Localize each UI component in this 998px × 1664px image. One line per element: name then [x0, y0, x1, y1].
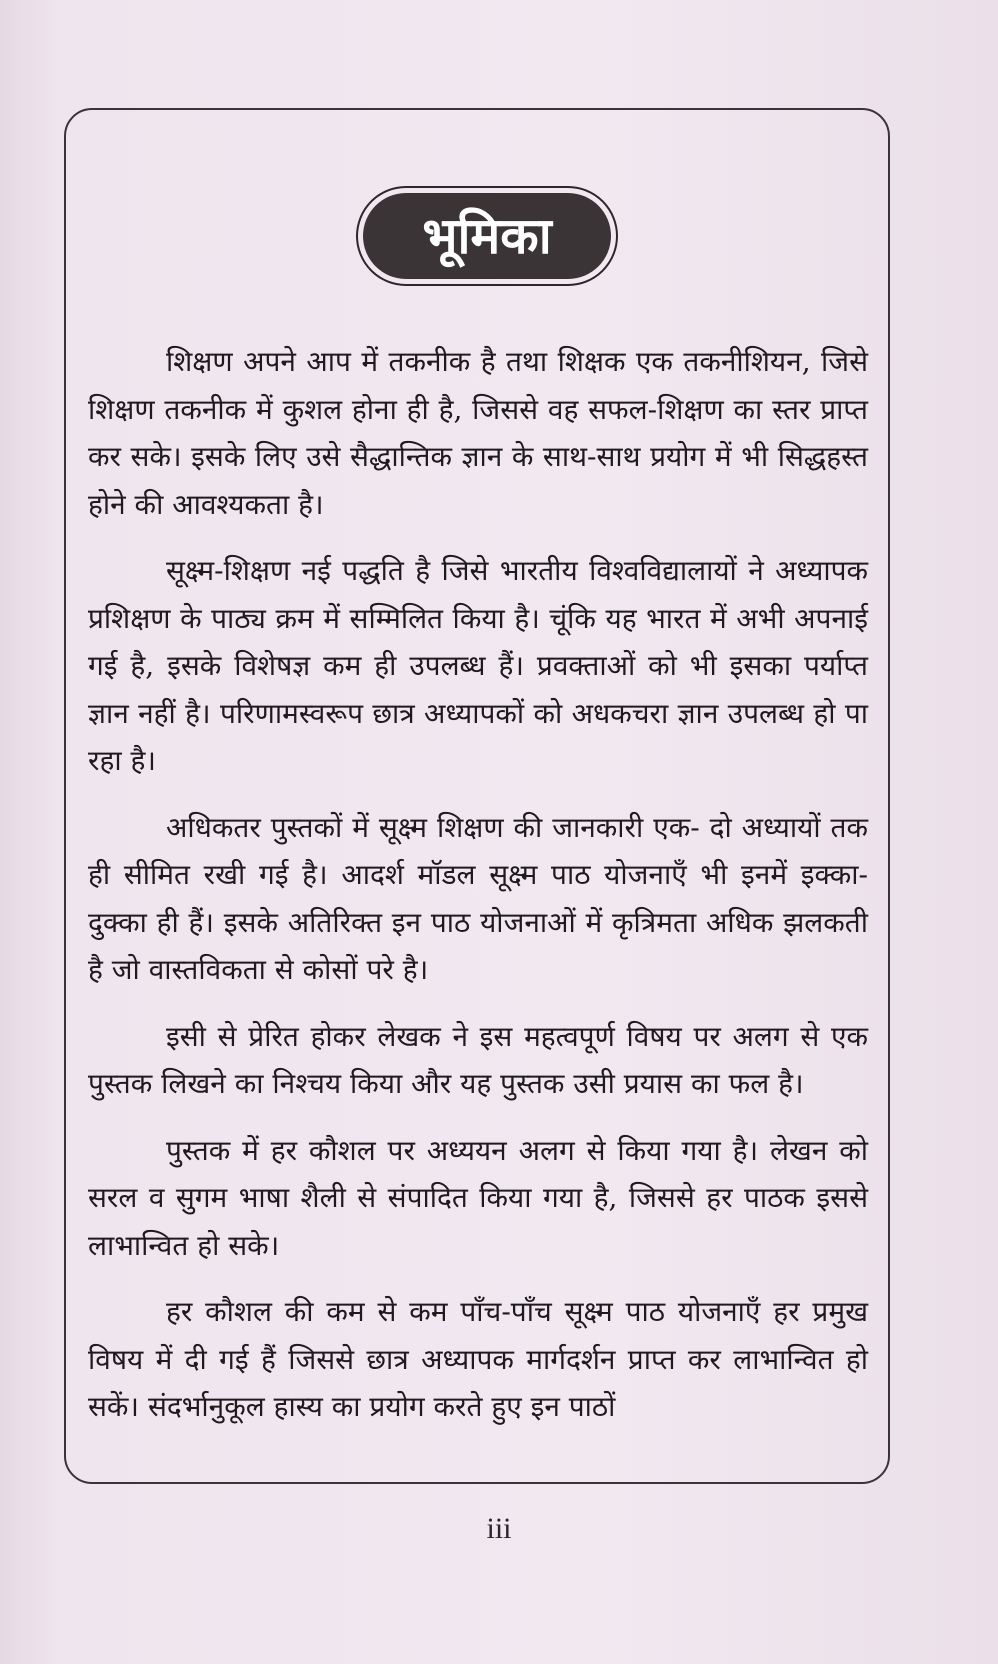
paragraph-3: अधिकतर पुस्तकों में सूक्ष्म शिक्षण की जानकारी एक- दो अध्यायों तक ही सीमित रखी गई है। आदर्श मॉडल सूक्ष्म पाठ योजनाएँ भी इनमें इक्का-दुक्का ही हैं। इसके अतिरिक्त इन पाठ योजनाओं में कृत्रिमता अधिक झलकती है जो वास्तविकता से कोसों परे है। — [88, 810, 868, 986]
page-number: iii — [486, 1512, 512, 1545]
title-badge — [356, 186, 618, 286]
page-title: भूमिका — [363, 193, 611, 279]
paragraph-6: हर कौशल की कम से कम पाँच-पाँच सूक्ष्म पाठ योजनाएँ हर प्रमुख विषय में दी गई हैं जिससे छात्र अध्यापक मार्गदर्शन प्राप्त कर लाभान्वित हो सकें। संदर्भानुकूल हास्य का प्रयोग करते हुए इन पाठों — [88, 1295, 868, 1423]
paragraph-2: सूक्ष्म-शिक्षण नई पद्धति है जिसे भारतीय विश्वविद्यालायों ने अध्यापक प्रशिक्षण के पाठ्य क्रम में सम्मिलित किया है। चूंकि यह भारत में अभी अपनाई गई है, इसके विशेषज्ञ कम ही उपलब्ध हैं। प्रवक्ताओं को भी इसका पर्याप्त ज्ञान नहीं है। परिणामस्वरूप छात्र अध्यापकों को अधकचरा ज्ञान उपलब्ध हो पा रहा है। — [88, 554, 868, 777]
preface-body — [88, 338, 868, 1450]
paragraph-5: पुस्तक में हर कौशल पर अध्ययन अलग से किया गया है। लेखन को सरल व सुगम भाषा शैली से संपादित किया गया है, जिससे हर पाठक इससे लाभान्वित हो सके। — [88, 1133, 868, 1262]
paragraph-4: इसी से प्रेरित होकर लेखक ने इस महत्वपूर्ण विषय पर अलग से एक पुस्तक लिखने का निश्चय किया और यह पुस्तक उसी प्रयास का फल है। — [88, 1019, 868, 1100]
paragraph-1: शिक्षण अपने आप में तकनीक है तथा शिक्षक एक तकनीशियन, जिसे शिक्षण तकनीक में कुशल होना ही है, जिससे वह सफल-शिक्षण का स्तर प्राप्त कर सके। इसके लिए उसे सैद्धान्तिक ज्ञान के साथ-साथ प्रयोग में भी सिद्धहस्त होने की आवश्यकता है। — [88, 345, 868, 521]
